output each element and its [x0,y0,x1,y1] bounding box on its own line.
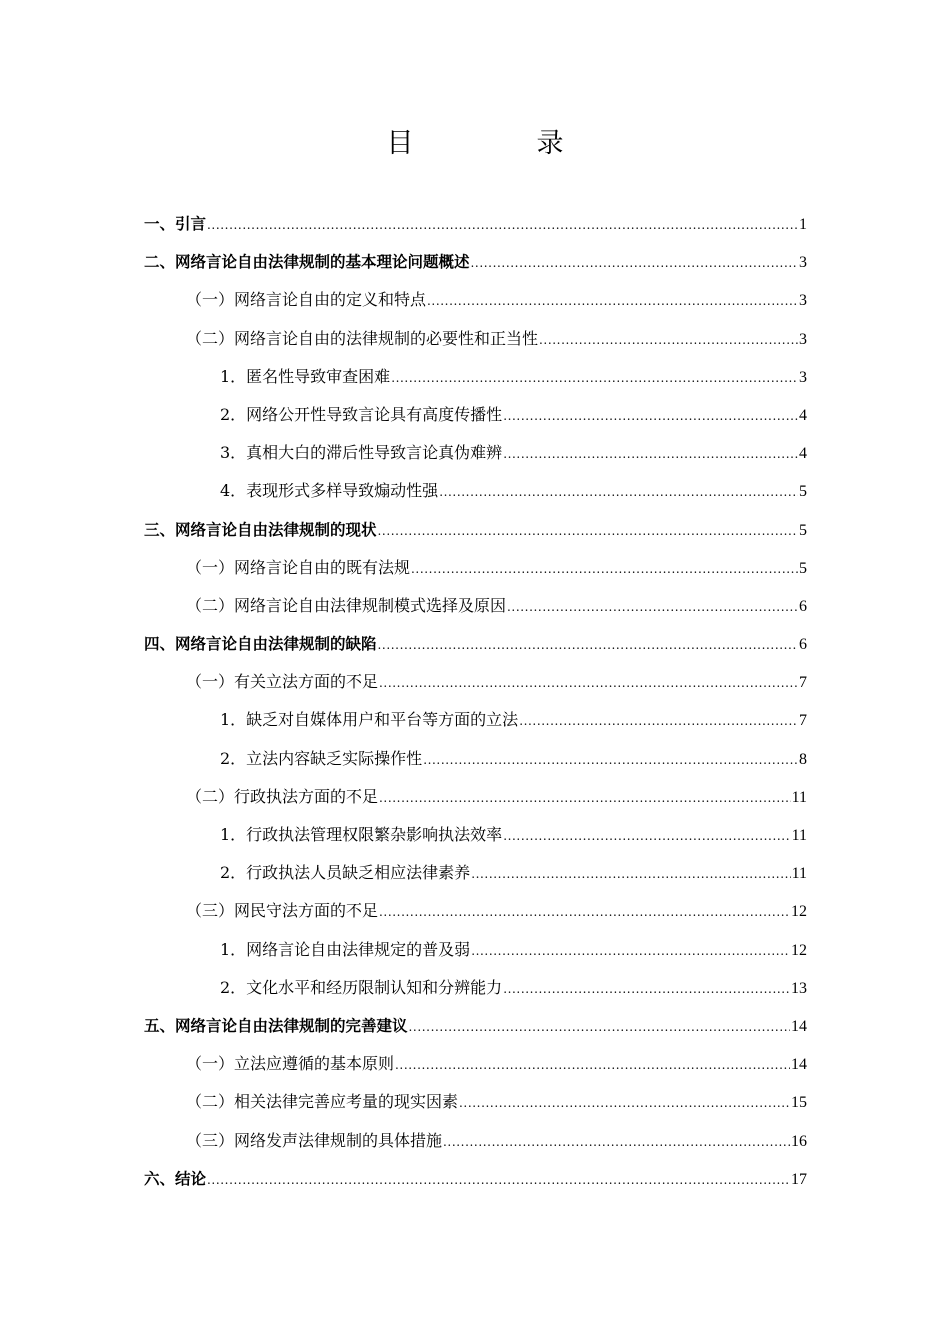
toc-entry-text: （三）网络发声法律规制的具体措施 [186,1130,443,1150]
toc-entry[interactable] [144,1122,807,1160]
toc-entry-text: 3．真相大白的滞后性导致言论真伪难辨 [220,443,503,463]
toc-entry[interactable] [144,1007,807,1045]
toc-page-number: 5 [799,483,807,501]
toc-entry[interactable] [144,778,807,816]
toc-page-number: 12 [791,941,807,959]
toc-dot-leader [471,244,798,282]
toc-entry[interactable] [144,816,807,854]
toc-dot-leader [207,206,798,244]
toc-dot-leader [503,435,798,473]
toc-entry-text: 1．匿名性导致审查困难 [220,366,391,386]
toc-page-number: 4 [799,445,807,463]
toc-page-number: 7 [799,674,807,692]
toc-page-number: 13 [791,979,807,997]
toc-entry-text: 六、结论 [144,1169,207,1188]
toc-entry[interactable] [144,969,807,1007]
toc-entry[interactable] [144,663,807,701]
toc-entry-text: 2．立法内容缺乏实际操作性 [220,748,423,768]
toc-entry-text: 1．行政执法管理权限繁杂影响执法效率 [220,825,503,844]
toc-page-number: 3 [799,330,807,348]
toc-page-number: 7 [799,712,807,730]
toc-entry[interactable] [144,358,807,396]
toc-entry[interactable] [144,892,807,930]
toc-page-number: 5 [799,559,807,577]
toc-entry[interactable] [144,740,807,778]
toc-entry-text: （二）网络言论自由的法律规制的必要性和正当性 [186,328,539,348]
toc-entry[interactable] [144,549,807,587]
toc-entry[interactable] [144,434,807,472]
toc-dot-leader [395,1046,790,1084]
toc-entry[interactable] [144,587,807,625]
toc-page-number: 3 [799,254,807,272]
toc-dot-leader [207,1161,790,1199]
toc-dot-leader [471,855,790,893]
toc-entry-text: （一）立法应遵循的基本原则 [186,1054,395,1074]
toc-dot-leader [409,1008,790,1046]
toc-entry-text: 一、引言 [144,215,207,233]
toc-page-number: 6 [799,597,807,615]
toc-page-number: 12 [791,903,807,921]
toc-dot-leader [379,893,790,931]
toc-entry-text: 2．行政执法人员缺乏相应法律素养 [220,863,471,883]
toc-entry-text: 4．表现形式多样导致煽动性强 [220,481,439,501]
toc-dot-leader [379,779,791,817]
toc-dot-leader [459,1084,790,1122]
toc-dot-leader [379,664,798,702]
toc-dot-leader [519,702,798,740]
toc-entry-text: （二）网络言论自由法律规制模式选择及原因 [186,595,507,615]
toc-page-number: 11 [791,865,807,883]
toc-entry-text: （一）网络言论自由的既有法规 [186,557,411,577]
toc-entry-text: （三）网民守法方面的不足 [186,901,379,921]
toc-dot-leader [471,932,790,970]
toc-page-number: 5 [799,521,807,539]
toc-entry[interactable] [144,854,807,892]
toc-page-number: 11 [791,788,807,806]
toc-entry-text: （二）行政执法方面的不足 [186,786,379,806]
toc-entry-text: 2．文化水平和经历限制认知和分辨能力 [220,977,503,997]
toc-entry[interactable] [144,1045,807,1083]
toc-entry[interactable] [144,701,807,739]
toc-page-number: 8 [799,750,807,768]
toc-entry[interactable] [144,1083,807,1121]
toc-dot-leader [378,626,798,664]
toc-entry-text: 五、网络言论自由法律规制的完善建议 [144,1016,408,1035]
toc-entry-text: （一）有关立法方面的不足 [186,672,379,692]
toc-entry-text: （一）网络言论自由的定义和特点 [186,290,427,310]
toc-entry-text: 1．缺乏对自媒体用户和平台等方面的立法 [220,710,519,730]
toc-dot-leader [391,359,798,397]
toc-entry[interactable] [144,931,807,969]
toc-entry[interactable] [144,625,807,663]
toc-dot-leader [503,817,790,855]
toc-page-number: 16 [791,1132,807,1150]
toc-dot-leader [411,550,798,588]
toc-entry[interactable] [144,472,807,510]
toc-entry[interactable] [144,511,807,549]
toc-list [144,205,807,1198]
toc-dot-leader [439,473,798,511]
toc-dot-leader [503,970,790,1008]
toc-page-number: 3 [799,368,807,386]
toc-page-number: 3 [799,292,807,310]
toc-entry[interactable] [144,243,807,281]
toc-page-number: 11 [791,827,807,844]
toc-page-number: 4 [799,406,807,424]
toc-entry-text: （二）相关法律完善应考量的现实因素 [186,1092,459,1112]
toc-dot-leader [443,1123,790,1161]
toc-page-number: 17 [791,1170,807,1188]
toc-entry-text: 三、网络言论自由法律规制的现状 [144,520,377,539]
toc-page-number: 1 [799,216,807,233]
toc-entry-text: 四、网络言论自由法律规制的缺陷 [144,635,377,654]
toc-page-number: 6 [799,636,807,654]
toc-dot-leader [378,512,798,550]
toc-page-number: 15 [791,1094,807,1112]
toc-dot-leader [427,282,798,320]
toc-entry[interactable] [144,320,807,358]
toc-entry[interactable] [144,281,807,319]
toc-page-number: 14 [791,1017,807,1035]
toc-entry-text: 1．网络言论自由法律规定的普及弱 [220,939,471,959]
toc-dot-leader [539,321,798,359]
toc-dot-leader [507,588,798,626]
toc-dot-leader [423,741,798,779]
toc-entry[interactable] [144,205,807,243]
toc-entry-text: 二、网络言论自由法律规制的基本理论问题概述 [144,253,470,272]
toc-entry[interactable] [144,396,807,434]
toc-title: 目 录 [386,128,612,159]
toc-entry-text: 2．网络公开性导致言论具有高度传播性 [220,404,503,424]
toc-page-number: 14 [791,1056,807,1074]
toc-entry[interactable] [144,1160,807,1198]
toc-dot-leader [503,397,798,435]
